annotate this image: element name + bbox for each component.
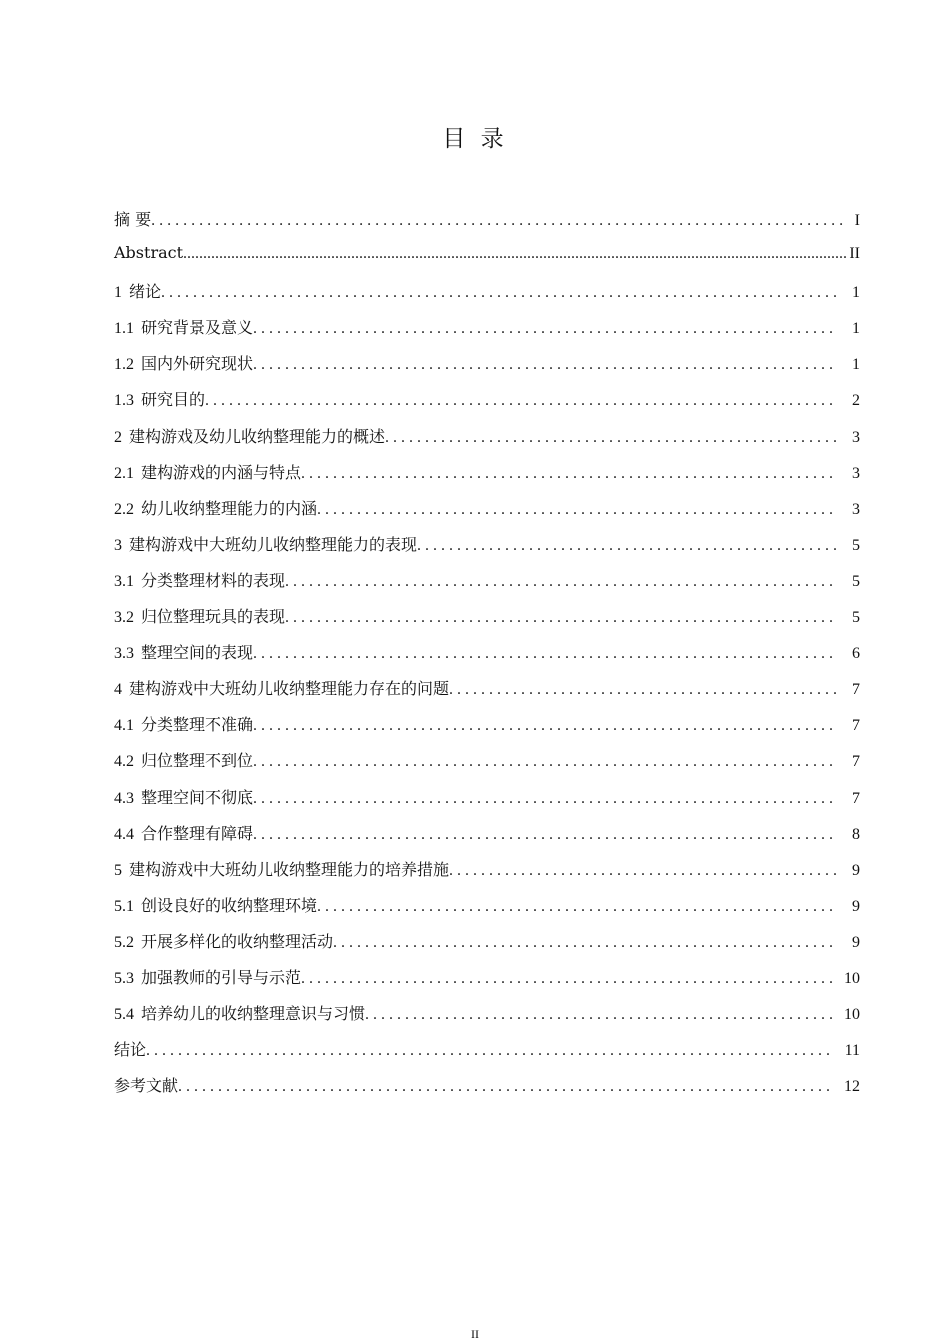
toc-leader-dots [365, 1006, 834, 1024]
toc-entry-title: Abstract [114, 243, 184, 263]
toc-entry[interactable] [114, 1037, 860, 1073]
toc-entry-page: 3 [852, 464, 860, 482]
toc-entry[interactable] [114, 712, 860, 748]
toc-entry-title: 整理空间不彻底 [141, 787, 254, 807]
toc-entry-title: 幼儿收纳整理能力的内涵 [141, 498, 318, 518]
toc-entry-title: 开展多样化的收纳整理活动 [141, 931, 334, 951]
toc-entry-title: 合作整理有障碍 [141, 823, 254, 843]
toc-entry-page: 10 [844, 969, 860, 987]
toc-entry-number: 1.2 [114, 356, 134, 374]
toc-entry[interactable] [114, 857, 860, 893]
toc-leader-dots [183, 245, 846, 263]
toc-leader-dots [253, 645, 838, 663]
toc-entry-page: 7 [852, 789, 860, 807]
toc-entry-number: 4.2 [114, 753, 134, 771]
toc-entry[interactable] [114, 387, 860, 423]
toc-entry-page: 1 [852, 284, 860, 302]
toc-entry-page: 7 [852, 753, 860, 771]
toc-entry-title: 归位整理不到位 [141, 751, 254, 771]
toc-leader-dots [253, 320, 838, 338]
toc-entry-label [114, 893, 317, 916]
toc-entry-title: 建构游戏中大班幼儿收纳整理能力的表现 [129, 534, 418, 554]
toc-entry[interactable] [114, 532, 860, 568]
toc-entry[interactable] [114, 424, 860, 460]
toc-entry-label [114, 857, 449, 880]
toc-entry[interactable] [114, 893, 860, 929]
toc-entry[interactable] [114, 460, 860, 496]
toc-entry-label [114, 604, 285, 627]
toc-leader-dots [205, 392, 838, 410]
toc-entry-number: 5.1 [114, 897, 134, 915]
toc-entry-page: 8 [852, 825, 860, 843]
toc-entry-page: 1 [852, 320, 860, 338]
toc-entry-label [114, 1001, 365, 1024]
toc-entry-page: 5 [852, 609, 860, 627]
toc-entry-number: 4 [114, 681, 122, 699]
toc-entry-page: I [854, 212, 860, 229]
toc-entry-number: 3.1 [114, 572, 134, 590]
toc-entry-page: 2 [852, 392, 860, 410]
toc-entry-number: 3.2 [114, 609, 134, 627]
toc-entry[interactable] [114, 279, 860, 315]
toc-entry-page: 9 [852, 897, 860, 915]
toc-leader-dots [301, 970, 834, 988]
toc-leader-dots [151, 212, 846, 230]
toc-entry-title: 结论 [114, 1040, 147, 1060]
toc-entry[interactable] [114, 965, 860, 1001]
toc-entry-title: 研究目的 [141, 390, 206, 410]
toc-entry-label [114, 279, 161, 302]
toc-entry-title: 参考文献 [114, 1076, 179, 1096]
toc-entry[interactable] [114, 496, 860, 532]
toc-entry-number: 2 [114, 428, 122, 446]
toc-entry-number: 5 [114, 861, 122, 879]
toc-entry-title: 国内外研究现状 [141, 354, 254, 374]
toc-entry-label [114, 785, 253, 808]
toc-entry-page: 5 [852, 572, 860, 590]
toc-entry-number: 3 [114, 536, 122, 554]
toc-entry-title: 绪论 [129, 282, 162, 302]
toc-entry[interactable] [114, 640, 860, 676]
toc-entry-label [114, 424, 385, 447]
toc-entry-label [114, 351, 253, 374]
page-title: 目 录 [442, 126, 508, 152]
toc-entry-number: 4.4 [114, 825, 134, 843]
toc-entry-label [114, 568, 285, 591]
toc-entry-page: 7 [852, 717, 860, 735]
toc-entry-number: 5.4 [114, 1006, 134, 1024]
toc-entry-number: 2.1 [114, 464, 134, 482]
toc-entry[interactable] [114, 207, 860, 243]
toc-entry-label [114, 315, 253, 338]
toc-entry-title: 研究背景及意义 [141, 318, 254, 338]
toc-entry-page: 9 [852, 861, 860, 879]
toc-entry-page: 3 [852, 500, 860, 518]
toc-entry[interactable] [114, 676, 860, 712]
toc-entry-number: 1.3 [114, 392, 134, 410]
toc-entry-label [114, 387, 205, 410]
toc-entry-page: 12 [844, 1078, 860, 1096]
toc-entry-number: 3.3 [114, 645, 134, 663]
toc-entry-number: 5.3 [114, 969, 134, 987]
toc-leader-dots [285, 609, 838, 627]
toc-entry-number: 4.3 [114, 789, 134, 807]
toc-entry[interactable] [114, 351, 860, 387]
toc-entry-page: 7 [852, 681, 860, 699]
toc-entry-label [114, 676, 449, 699]
toc-entry[interactable] [114, 243, 860, 279]
toc-entry-number: 5.2 [114, 933, 134, 951]
toc-entry-label [114, 243, 183, 262]
toc-leader-dots [449, 681, 838, 699]
toc-entry-number: 4.1 [114, 717, 134, 735]
toc-leader-dots [317, 501, 838, 519]
toc-leader-dots [333, 934, 838, 952]
toc-entry-label [114, 1037, 146, 1060]
toc-entry-title: 摘 要 [114, 210, 152, 229]
toc-entry-title: 加强教师的引导与示范 [141, 967, 302, 987]
toc-entry-page: 5 [852, 536, 860, 554]
toc-leader-dots [253, 826, 838, 844]
toc-entry-number: 2.2 [114, 500, 134, 518]
toc-leader-dots [317, 898, 838, 916]
toc-entry[interactable] [114, 929, 860, 965]
toc-entry-label [114, 965, 301, 988]
toc-entry-label [114, 532, 417, 555]
toc-entry-label [114, 1073, 178, 1096]
toc-leader-dots [178, 1078, 834, 1096]
toc-entry-title: 整理空间的表现 [141, 643, 254, 663]
toc-leader-dots [161, 284, 838, 302]
toc-entry-title: 建构游戏及幼儿收纳整理能力的概述 [129, 426, 386, 446]
toc-entry-page: 10 [844, 1006, 860, 1024]
toc-entry-label [114, 207, 151, 230]
toc-entry[interactable] [114, 821, 860, 857]
toc-entry-label [114, 460, 301, 483]
toc-leader-dots [253, 790, 838, 808]
toc-entry-label [114, 821, 253, 844]
toc-entry-label [114, 929, 333, 952]
toc-leader-dots [385, 429, 838, 447]
toc-entry-label [114, 496, 317, 519]
toc-leader-dots [146, 1042, 835, 1060]
toc-entry[interactable] [114, 568, 860, 604]
toc-entry-label [114, 712, 253, 735]
toc-leader-dots [285, 573, 838, 591]
toc-leader-dots [253, 717, 838, 735]
toc-entry-number: 1.1 [114, 320, 134, 338]
toc-entry-page: 1 [852, 356, 860, 374]
toc-entry-title: 建构游戏的内涵与特点 [141, 462, 302, 482]
toc-entry-title: 培养幼儿的收纳整理意识与习惯 [141, 1004, 366, 1024]
toc-entry-label [114, 748, 253, 771]
toc-entry[interactable] [114, 1001, 860, 1037]
toc-entry-title: 建构游戏中大班幼儿收纳整理能力的培养措施 [129, 859, 450, 879]
toc-leader-dots [301, 465, 838, 483]
toc-leader-dots [417, 537, 838, 555]
toc-entry-title: 分类整理材料的表现 [141, 570, 286, 590]
toc-entry-page: II [849, 245, 860, 263]
page-number: II [471, 1327, 479, 1341]
toc-leader-dots [253, 356, 838, 374]
toc-entry[interactable] [114, 315, 860, 351]
toc-entry-title: 归位整理玩具的表现 [141, 607, 286, 627]
toc-entry-page: 3 [852, 428, 860, 446]
toc-entry[interactable] [114, 748, 860, 784]
toc-leader-dots [449, 862, 838, 880]
toc-entry-page: 11 [844, 1042, 860, 1060]
toc-entry-page: 6 [852, 645, 860, 663]
toc-entry-page: 9 [852, 933, 860, 951]
toc-leader-dots [253, 753, 838, 771]
toc-entry[interactable] [114, 1073, 860, 1109]
toc-entry[interactable] [114, 785, 860, 821]
toc-entry-number: 1 [114, 284, 122, 302]
toc-entry-label [114, 640, 253, 663]
table-of-contents [114, 207, 860, 1109]
toc-entry-title: 分类整理不准确 [141, 715, 254, 735]
toc-entry[interactable] [114, 604, 860, 640]
toc-entry-title: 建构游戏中大班幼儿收纳整理能力存在的问题 [129, 679, 450, 699]
toc-entry-title: 创设良好的收纳整理环境 [141, 895, 318, 915]
